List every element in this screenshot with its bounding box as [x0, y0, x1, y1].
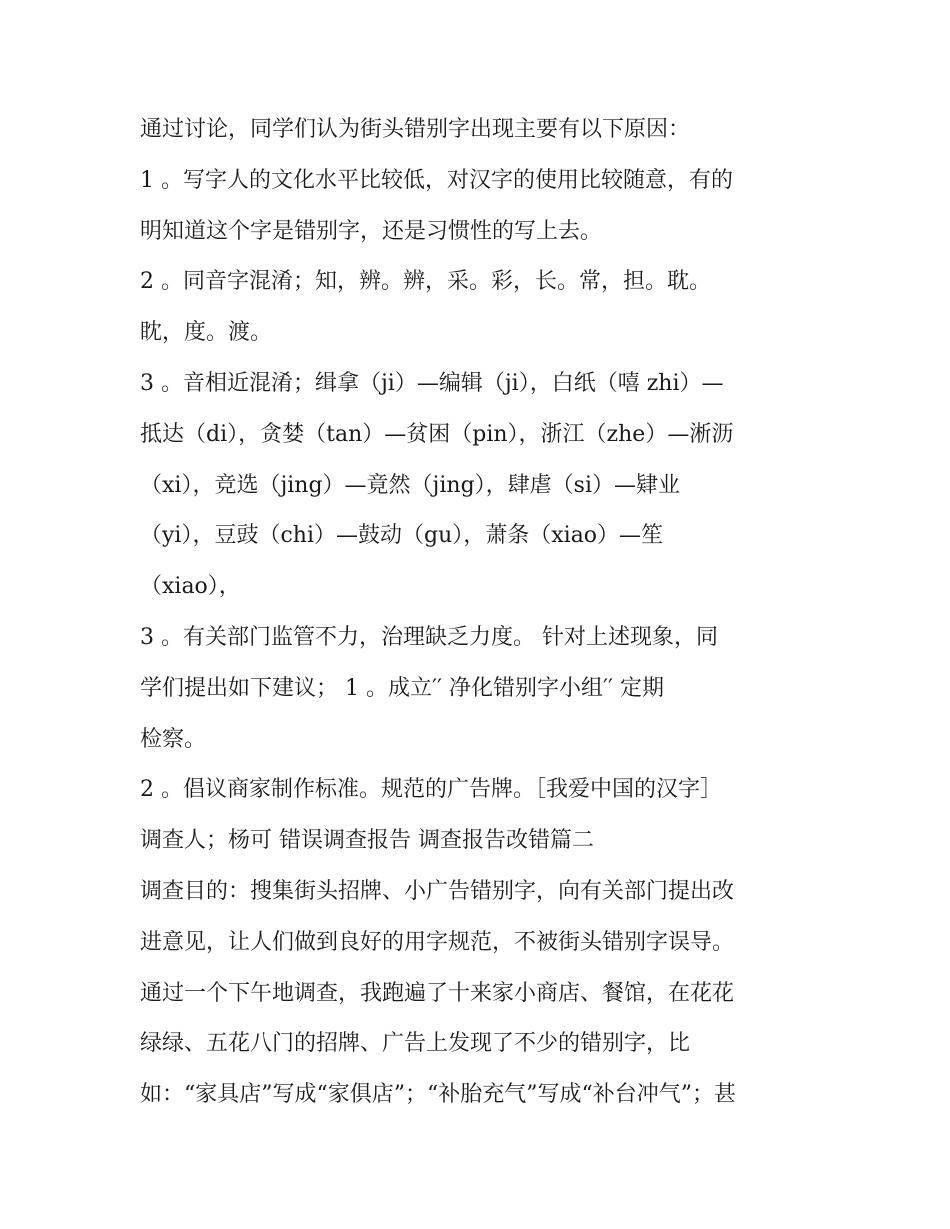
- text-line: 通过讨论，同学们认为街头错别字出现主要有以下原因：: [140, 117, 691, 142]
- text-line: 调查目的：搜集街头招牌、小广告错别字，向有关部门提出改: [140, 878, 735, 904]
- document-body: [140, 105, 830, 1121]
- text-line: 眈，度。渡。: [140, 320, 273, 346]
- text-line: （yi），豆豉（chi）—鼓动（gu），萧条（xiao）—笙: [140, 523, 664, 549]
- text-line: 通过一个下午地调查，我跑遍了十来家小商店、餐馆，在花花: [140, 980, 735, 1006]
- text-line: 进意见，让人们做到良好的用字规范，不被街头错别字误导。: [140, 929, 735, 955]
- text-line: 如：“家具店”写成“家俱店”；“补胎充气”写成“补台冲气”；甚: [140, 1082, 736, 1108]
- text-line: 明知道这个字是错别字，还是习惯性的写上去。: [140, 218, 603, 244]
- text-line: 绿绿、五花八门的招牌、广告上发现了不少的错别字，比: [140, 1031, 691, 1057]
- text-line: 3 。音相近混淆；缉拿（ji）—编辑（ji），白纸（嘻 zhi）—: [140, 370, 724, 396]
- text-line: （xiao），: [140, 574, 241, 600]
- text-line: 2 。倡议商家制作标准。规范的广告牌。［我爱中国的汉字］: [140, 777, 722, 803]
- text-line: 2 。同音字混淆；知，辨。辨，采。彩，长。常，担。耽。: [140, 269, 711, 295]
- text-line: 抵达（di），贪婪（tan）—贫困（pin），浙江（zhe）—淅沥: [140, 421, 734, 447]
- text-line: 调查人；杨可 错误调查报告 调查报告改错篇二: [140, 828, 594, 854]
- text-line: 检察。: [140, 726, 207, 752]
- text-line: 3 。有关部门监管不力，治理缺乏力度。 针对上述现象，同: [140, 624, 718, 650]
- text-line: 学们提出如下建议； 1 。成立′′ 净化错别字小组′′ 定期: [140, 675, 664, 701]
- text-line: （xi），竞选（jing）—竟然（jing），肆虐（si）—肄业: [140, 472, 680, 498]
- text-line: 1 。写字人的文化水平比较低，对汉字的使用比较随意，有的: [140, 167, 733, 193]
